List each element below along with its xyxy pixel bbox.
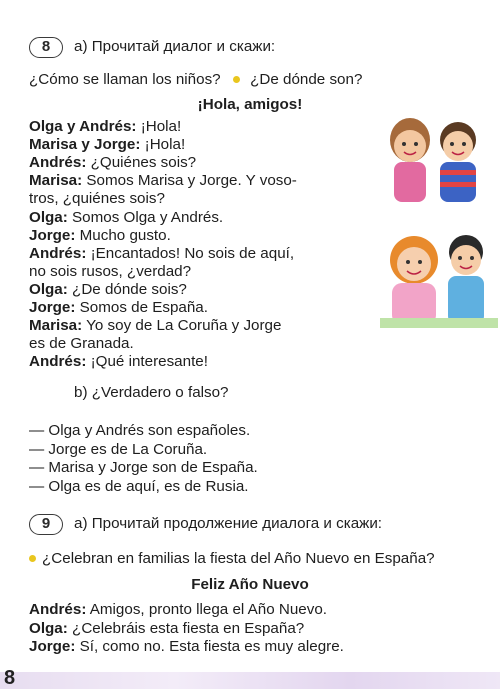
speaker-name: Marisa y Jorge: (29, 136, 141, 154)
exercise-instruction: a) Прочитай продолжение диалога и скажи: (74, 515, 383, 532)
dialogue-title: Feliz Año Nuevo (191, 576, 309, 593)
dialogue-text: Yo soy de La Coruña y Jorge (82, 317, 282, 335)
dialogue-text: Somos de España. (75, 299, 208, 316)
dialogue-text: ¡Hola! (140, 136, 186, 154)
dialogue-text: Mucho gusto. (75, 226, 171, 244)
bullet-icon (233, 76, 240, 83)
dialogue-text: no sois rusos, ¿verdad? (29, 262, 192, 280)
exercise-number: 9 (41, 515, 51, 532)
dialogue-text: Somos Marisa y Jorge. Y voso- (82, 172, 297, 190)
dialogue-line (29, 136, 185, 154)
dialogue-text: es de Granada. (29, 335, 134, 353)
exercise-question-line (29, 71, 362, 89)
dialogue-line (29, 263, 191, 281)
dialogue-line (29, 299, 208, 317)
dialogue-line (29, 281, 187, 299)
dialogue-line (29, 209, 223, 227)
dialogue-line (29, 190, 165, 208)
speaker-name: Olga y Andrés: (29, 118, 137, 135)
question-text: ¿De dónde son? (250, 71, 363, 88)
dialogue-line (29, 245, 294, 263)
dialogue-line (29, 154, 196, 172)
speaker-name: Olga: (29, 619, 68, 637)
dialogue-text: ¡Encantados! No sois de aquí, (86, 244, 295, 262)
page-footer-strip (0, 672, 500, 689)
dialogue-line (29, 227, 171, 245)
speaker-name: Andrés: (29, 244, 87, 262)
statement-item: — Olga y Andrés son españoles. (29, 422, 251, 439)
speaker-name: Andrés: (29, 154, 87, 172)
dialogue-text: Sí, como no. Esta fiesta es muy alegre. (75, 638, 344, 655)
children-illustration-bottom (380, 228, 498, 328)
statement-item: — Jorge es de La Coruña. (29, 440, 208, 458)
exercise-number-badge (29, 37, 63, 58)
children-illustration-top (380, 110, 490, 205)
dialogue-text: Somos Olga y Andrés. (67, 208, 224, 226)
speaker-name: Marisa: (29, 317, 83, 335)
question-text: ¿Celebran en familias la fiesta del Año Nuevo en España? (42, 550, 435, 567)
exercise-number-badge (29, 514, 63, 535)
dialogue-line (29, 620, 304, 638)
dialogue-text: ¡Hola! (136, 118, 182, 135)
dialogue-line (29, 638, 344, 656)
page-number: 8 (4, 667, 16, 689)
dialogue-line (29, 317, 281, 335)
dialogue-text: ¿Quiénes sois? (86, 154, 197, 172)
dialogue-text: tros, ¿quiénes sois? (29, 190, 165, 208)
dialogue-text: ¿Celebráis esta fiesta en España? (67, 619, 305, 637)
bullet-icon (29, 555, 36, 562)
dialogue-title: ¡Hola, amigos! (197, 96, 303, 113)
speaker-name: Jorge: (29, 299, 76, 316)
dialogue-text: ¿De dónde sois? (67, 280, 187, 298)
part-b-instruction: b) ¿Verdadero o falso? (74, 384, 229, 401)
statement-item: — Olga es de aquí, es de Rusia. (29, 477, 249, 495)
dialogue-line (29, 172, 297, 190)
speaker-name: Jorge: (29, 226, 76, 244)
speaker-name: Olga: (29, 280, 68, 298)
dialogue-line (29, 118, 181, 136)
speaker-name: Andrés: (29, 353, 87, 371)
exercise-question-line (29, 550, 435, 568)
exercise-number: 8 (41, 38, 51, 55)
statement-item: — Marisa y Jorge son de España. (29, 459, 258, 476)
speaker-name: Jorge: (29, 638, 76, 655)
dialogue-line (29, 353, 208, 371)
dialogue-text: Amigos, pronto llega el Año Nuevo. (86, 601, 328, 618)
dialogue-line (29, 601, 327, 619)
speaker-name: Andrés: (29, 601, 87, 618)
dialogue-text: ¡Qué interesante! (86, 353, 208, 371)
speaker-name: Marisa: (29, 172, 83, 190)
speaker-name: Olga: (29, 208, 68, 226)
exercise-instruction: a) Прочитай диалог и скажи: (74, 38, 276, 55)
dialogue-line (29, 335, 134, 353)
question-text: ¿Cómo se llaman los niños? (29, 71, 221, 88)
